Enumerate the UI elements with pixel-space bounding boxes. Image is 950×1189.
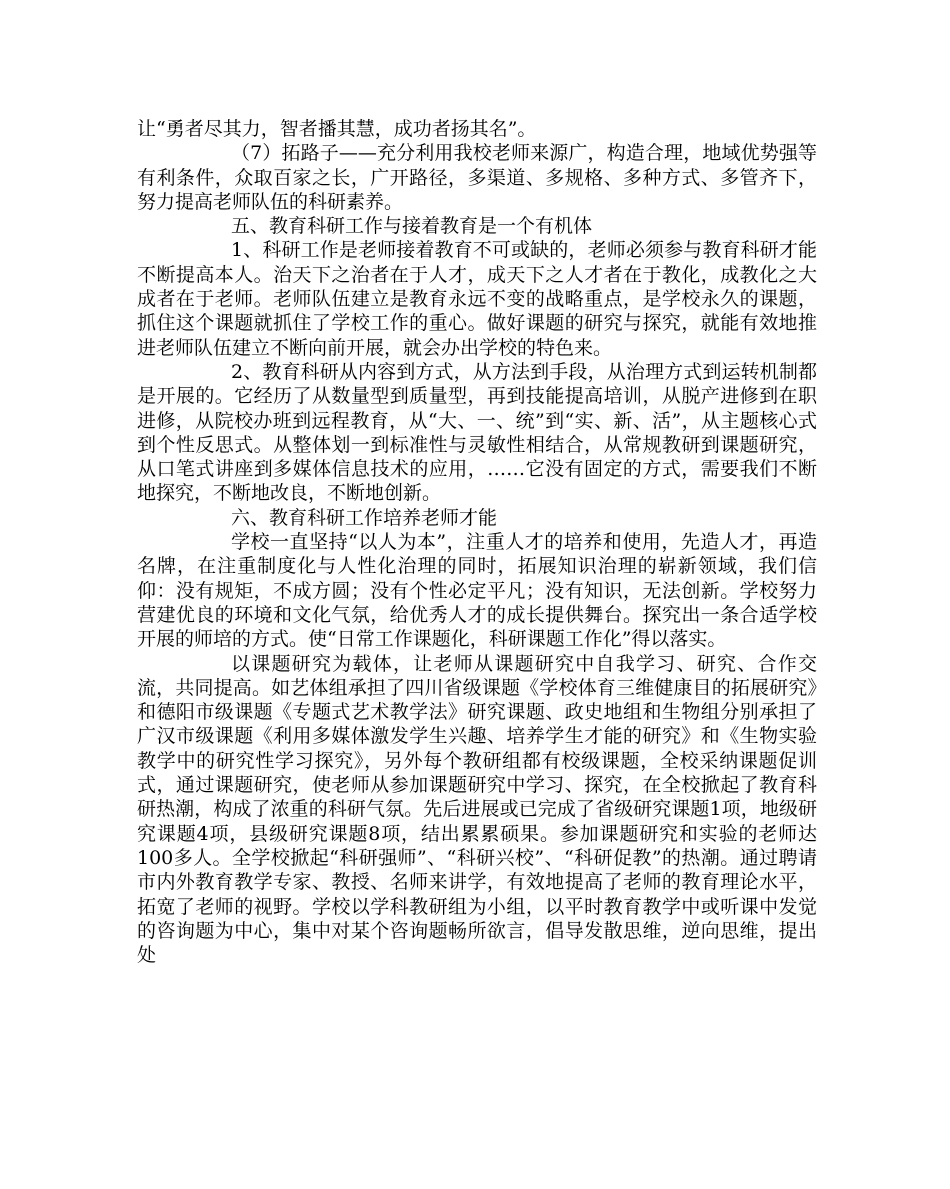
paragraph: 让“勇者尽其力，智者播其慧，成功者扬其名”。: [137, 118, 537, 140]
paragraph: 学校一直坚持“以人为本”，注重人才的培养和使用，先造人才，再造名牌，在注重制度化与人性化治理的同时，拓展知识治理的崭新领域，我们信仰：没有规矩，不成方圆；没有个性必定平凡；没有知识，无法创新。学校努力营建优良的环境和文化气氛，给优秀人才的成长提供舞台。探究出一条合适学校开展的师培的方式。使“日常工作课题化，科研课题工作化”得以落实。: [137, 531, 817, 651]
paragraph: 以课题研究为载体，让老师从课题研究中自我学习、研究、合作交流，共同提高。如艺体组承担了四川省级课题《学校体育三维健康目的拓展研究》和德阳市级课题《专题式艺术教学法》研究课题、政史地组和生物组分别承担了广汉市级课题《利用多媒体激发学生兴趣、培养学生才能的研究》和《生物实验教学中的研究性学习探究》，另外每个教研组都有校级课题，全校采纳课题促训式，通过课题研究，使老师从参加课题研究中学习、探究，在全校掀起了教育科研热潮，构成了浓重的科研气氛。先后进展或已完成了省级研究课题1项，地级研究课题4项，县级研究课题8项，结出累累硕果。参加课题研究和实验的老师达100多人。全学校掀起“科研强师”、“科研兴校”、“科研促教”的热潮。通过聘请市内外教育教学专家、教授、名师来讲学，有效地提高了老师的教育理论水平，拓宽了老师的视野。学校以学科教研组为小组，以平时教育教学中或听课中发觉的咨询题为中心，集中对某个咨询题畅所欲言，倡导发散思维，逆向思维，提出处: [137, 652, 817, 967]
paragraph: 1、科研工作是老师接着教育不可或缺的，老师必须参与教育科研才能不断提高本人。治天下之治者在于人才，成天下之人才者在于教化，成教化之大成者在于老师。老师队伍建立是教育永远不变的战略重点，是学校永久的课题，抓住这个课题就抓住了学校工作的重心。做好课题的研究与探究，就能有效地推进老师队伍建立不断向前开展，就会办出学校的特色来。: [137, 239, 817, 359]
paragraph: （7）拓路子——充分利用我校老师来源广，构造合理，地域优势强等有利条件，众取百家之长，广开路径，多渠道、多规格、多种方式、多管齐下，努力提高老师队伍的科研素养。: [137, 142, 817, 213]
document-body: [137, 117, 817, 967]
paragraph: 2、教育科研从内容到方式，从方法到手段，从治理方式到运转机制都是开展的。它经历了从数量型到质量型，再到技能提高培训，从脱产进修到在职进修，从院校办班到远程教育，从“大、一、统”到“实、新、活”，从主题核心式到个性反思式。从整体划一到标准性与灵敏性相结合，从常规教研到课题研究，从口笔式讲座到多媒体信息技术的应用，……它没有固定的方式，需要我们不断地探究，不断地改良，不断地创新。: [137, 360, 817, 505]
section-heading: 五、教育科研工作与接着教育是一个有机体: [231, 215, 593, 238]
section-heading: 六、教育科研工作培养老师才能: [231, 506, 498, 529]
